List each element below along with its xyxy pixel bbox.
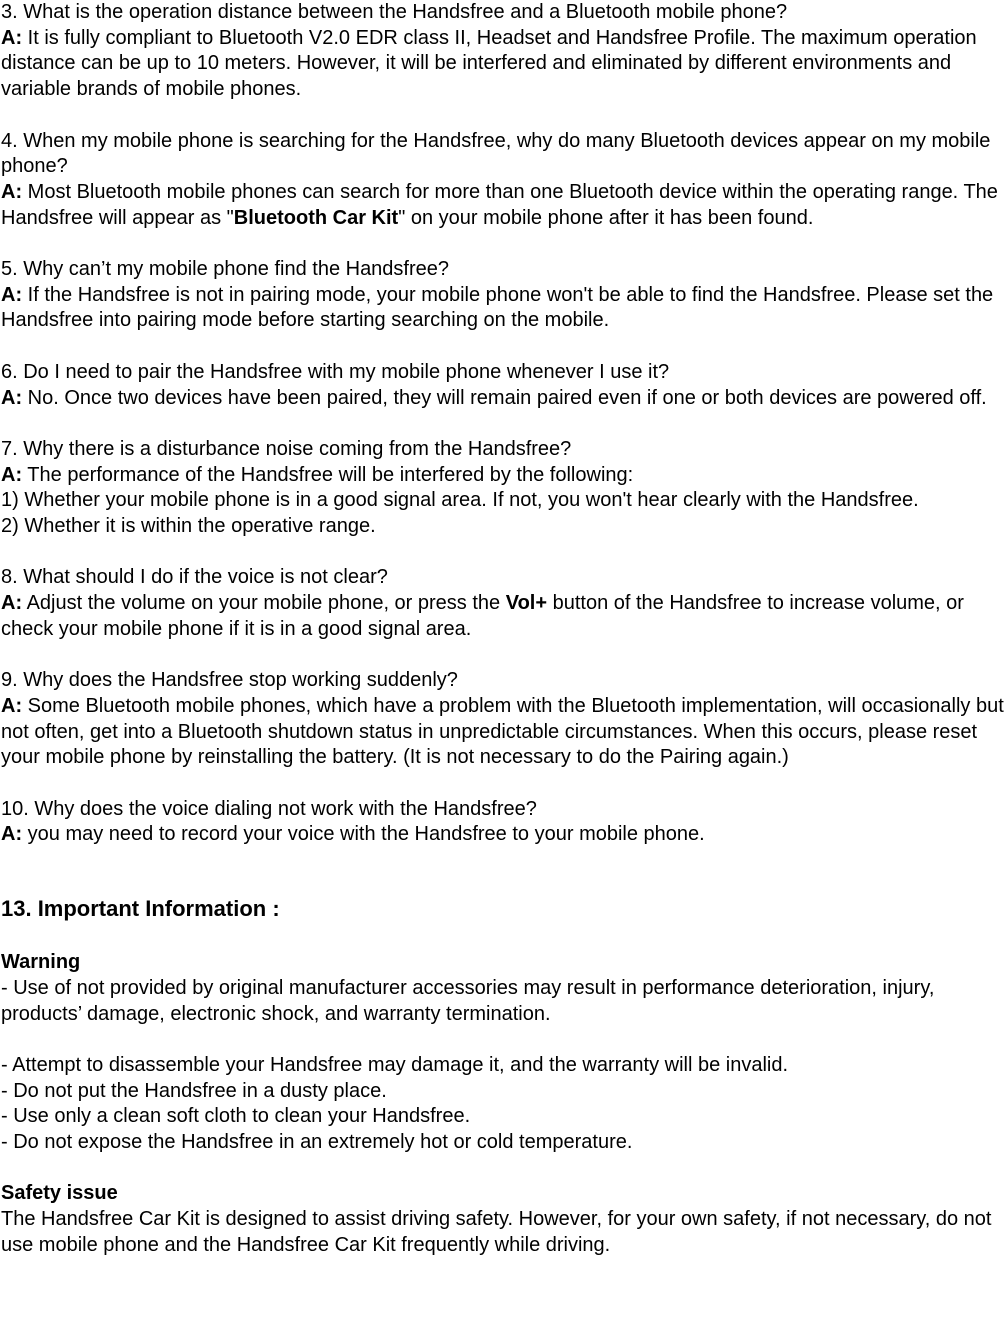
faq-question: 6. Do I need to pair the Handsfree with my mobile phone whenever I use it? <box>1 360 670 383</box>
answer-text: No. Once two devices have been paired, they will remain paired even if one or both devices are powered off. <box>22 386 987 409</box>
warning-first-item: - Use of not provided by original manufacturer accessories may result in performance deterioration, injury, products’ damage, electronic shock, and warranty termination. <box>1 976 935 1025</box>
warning-item: - Use only a clean soft cloth to clean your Handsfree. <box>1 1105 471 1128</box>
answer-list-line: 2) Whether it is within the operative range. <box>1 515 376 537</box>
answer-label: A: <box>1 463 23 486</box>
faq-item <box>1 360 1008 411</box>
safety-text: The Handsfree Car Kit is designed to assist driving safety. However, for your own safety, if not necessary, do not use mobile phone and the Handsfree Car Kit frequently while driving. <box>1 1208 992 1256</box>
faq-question: 9. Why does the Handsfree stop working suddenly? <box>1 669 458 692</box>
faq-answer <box>1 591 1008 642</box>
faq-answer <box>1 463 1008 489</box>
section-title: 13. Important Information : <box>1 896 280 922</box>
answer-text: It is fully compliant to Bluetooth V2.0 EDR class II, Headset and Handsfree Profile. The maximum operation distance can be up to 10 meters. However, it will be interfered and eliminated by different environments and variable brands of mobile phones. <box>1 26 977 101</box>
answer-text: Some Bluetooth mobile phones, which have a problem with the Bluetooth implementation, will occasionally but not often, get into a Bluetooth shutdown status in unpredictable circumstances. When this occurs, please reset your mobile phone by reinstalling the battery. (It is not necessary to do the Pairing again.) <box>1 694 1004 769</box>
faq-item <box>1 668 1008 771</box>
faq-item <box>1 797 1008 848</box>
safety-title: Safety issue <box>1 1182 118 1205</box>
answer-text: button of the Handsfree to increase volume, or check your mobile phone if it is in a good signal area. <box>1 592 964 640</box>
answer-emphasis: Vol+ <box>505 592 548 615</box>
answer-label: A: <box>1 26 23 49</box>
faq-question: 10. Why does the voice dialing not work with the Handsfree? <box>1 797 537 820</box>
faq-item <box>1 565 1008 642</box>
warning-item: - Attempt to disassemble your Handsfree may damage it, and the warranty will be invalid. <box>1 1053 789 1076</box>
warning-list <box>1 1053 1008 1156</box>
faq-question: 3. What is the operation distance between the Handsfree and a Bluetooth mobile phone? <box>1 1 788 23</box>
faq-answer <box>1 822 1008 848</box>
faq-item <box>1 129 1008 232</box>
answer-label: A: <box>1 592 23 615</box>
answer-list-line: 1) Whether your mobile phone is in a good signal area. If not, you won't hear clearly with the Handsfree. <box>1 489 919 512</box>
safety-section <box>1 1181 1008 1258</box>
warning-item: - Do not expose the Handsfree in an extremely hot or cold temperature. <box>1 1131 633 1153</box>
faq-question: 4. When my mobile phone is searching for the Handsfree, why do many Bluetooth devices appear on my mobile phone? <box>1 129 991 178</box>
answer-text: " on your mobile phone after it has been found. <box>398 206 814 229</box>
warning-item: - Do not put the Handsfree in a dusty place. <box>1 1079 387 1102</box>
answer-text: Most Bluetooth mobile phones can search for more than one Bluetooth device within the operating range. The Handsfree will appear as " <box>1 180 998 229</box>
faq-question: 7. Why there is a disturbance noise coming from the Handsfree? <box>1 437 572 460</box>
answer-label: A: <box>1 180 23 203</box>
faq-answer <box>1 694 1008 771</box>
answer-label: A: <box>1 386 23 409</box>
answer-text: The performance of the Handsfree will be interfered by the following: <box>22 463 634 486</box>
faq-item <box>1 0 1008 103</box>
faq-item <box>1 257 1008 334</box>
faq-list <box>1 0 1008 848</box>
answer-label: A: <box>1 283 23 306</box>
answer-label: A: <box>1 823 23 846</box>
faq-answer <box>1 386 1008 412</box>
faq-question: 8. What should I do if the voice is not clear? <box>1 566 388 589</box>
faq-answer <box>1 283 1008 334</box>
faq-item <box>1 437 1008 540</box>
faq-question: 5. Why can’t my mobile phone find the Handsfree? <box>1 258 450 280</box>
warning-section <box>1 950 1008 1027</box>
answer-label: A: <box>1 694 23 717</box>
warning-title: Warning <box>1 951 81 974</box>
faq-answer <box>1 180 1008 231</box>
faq-answer <box>1 26 1008 103</box>
answer-text: you may need to record your voice with the Handsfree to your mobile phone. <box>22 823 705 846</box>
answer-emphasis: Bluetooth Car Kit <box>233 206 399 229</box>
answer-text: If the Handsfree is not in pairing mode, your mobile phone won't be able to find the Handsfree. Please set the Handsfree into pairing mode before starting searching on the mobile. <box>1 283 994 332</box>
answer-text: Adjust the volume on your mobile phone, or press the <box>22 592 506 615</box>
